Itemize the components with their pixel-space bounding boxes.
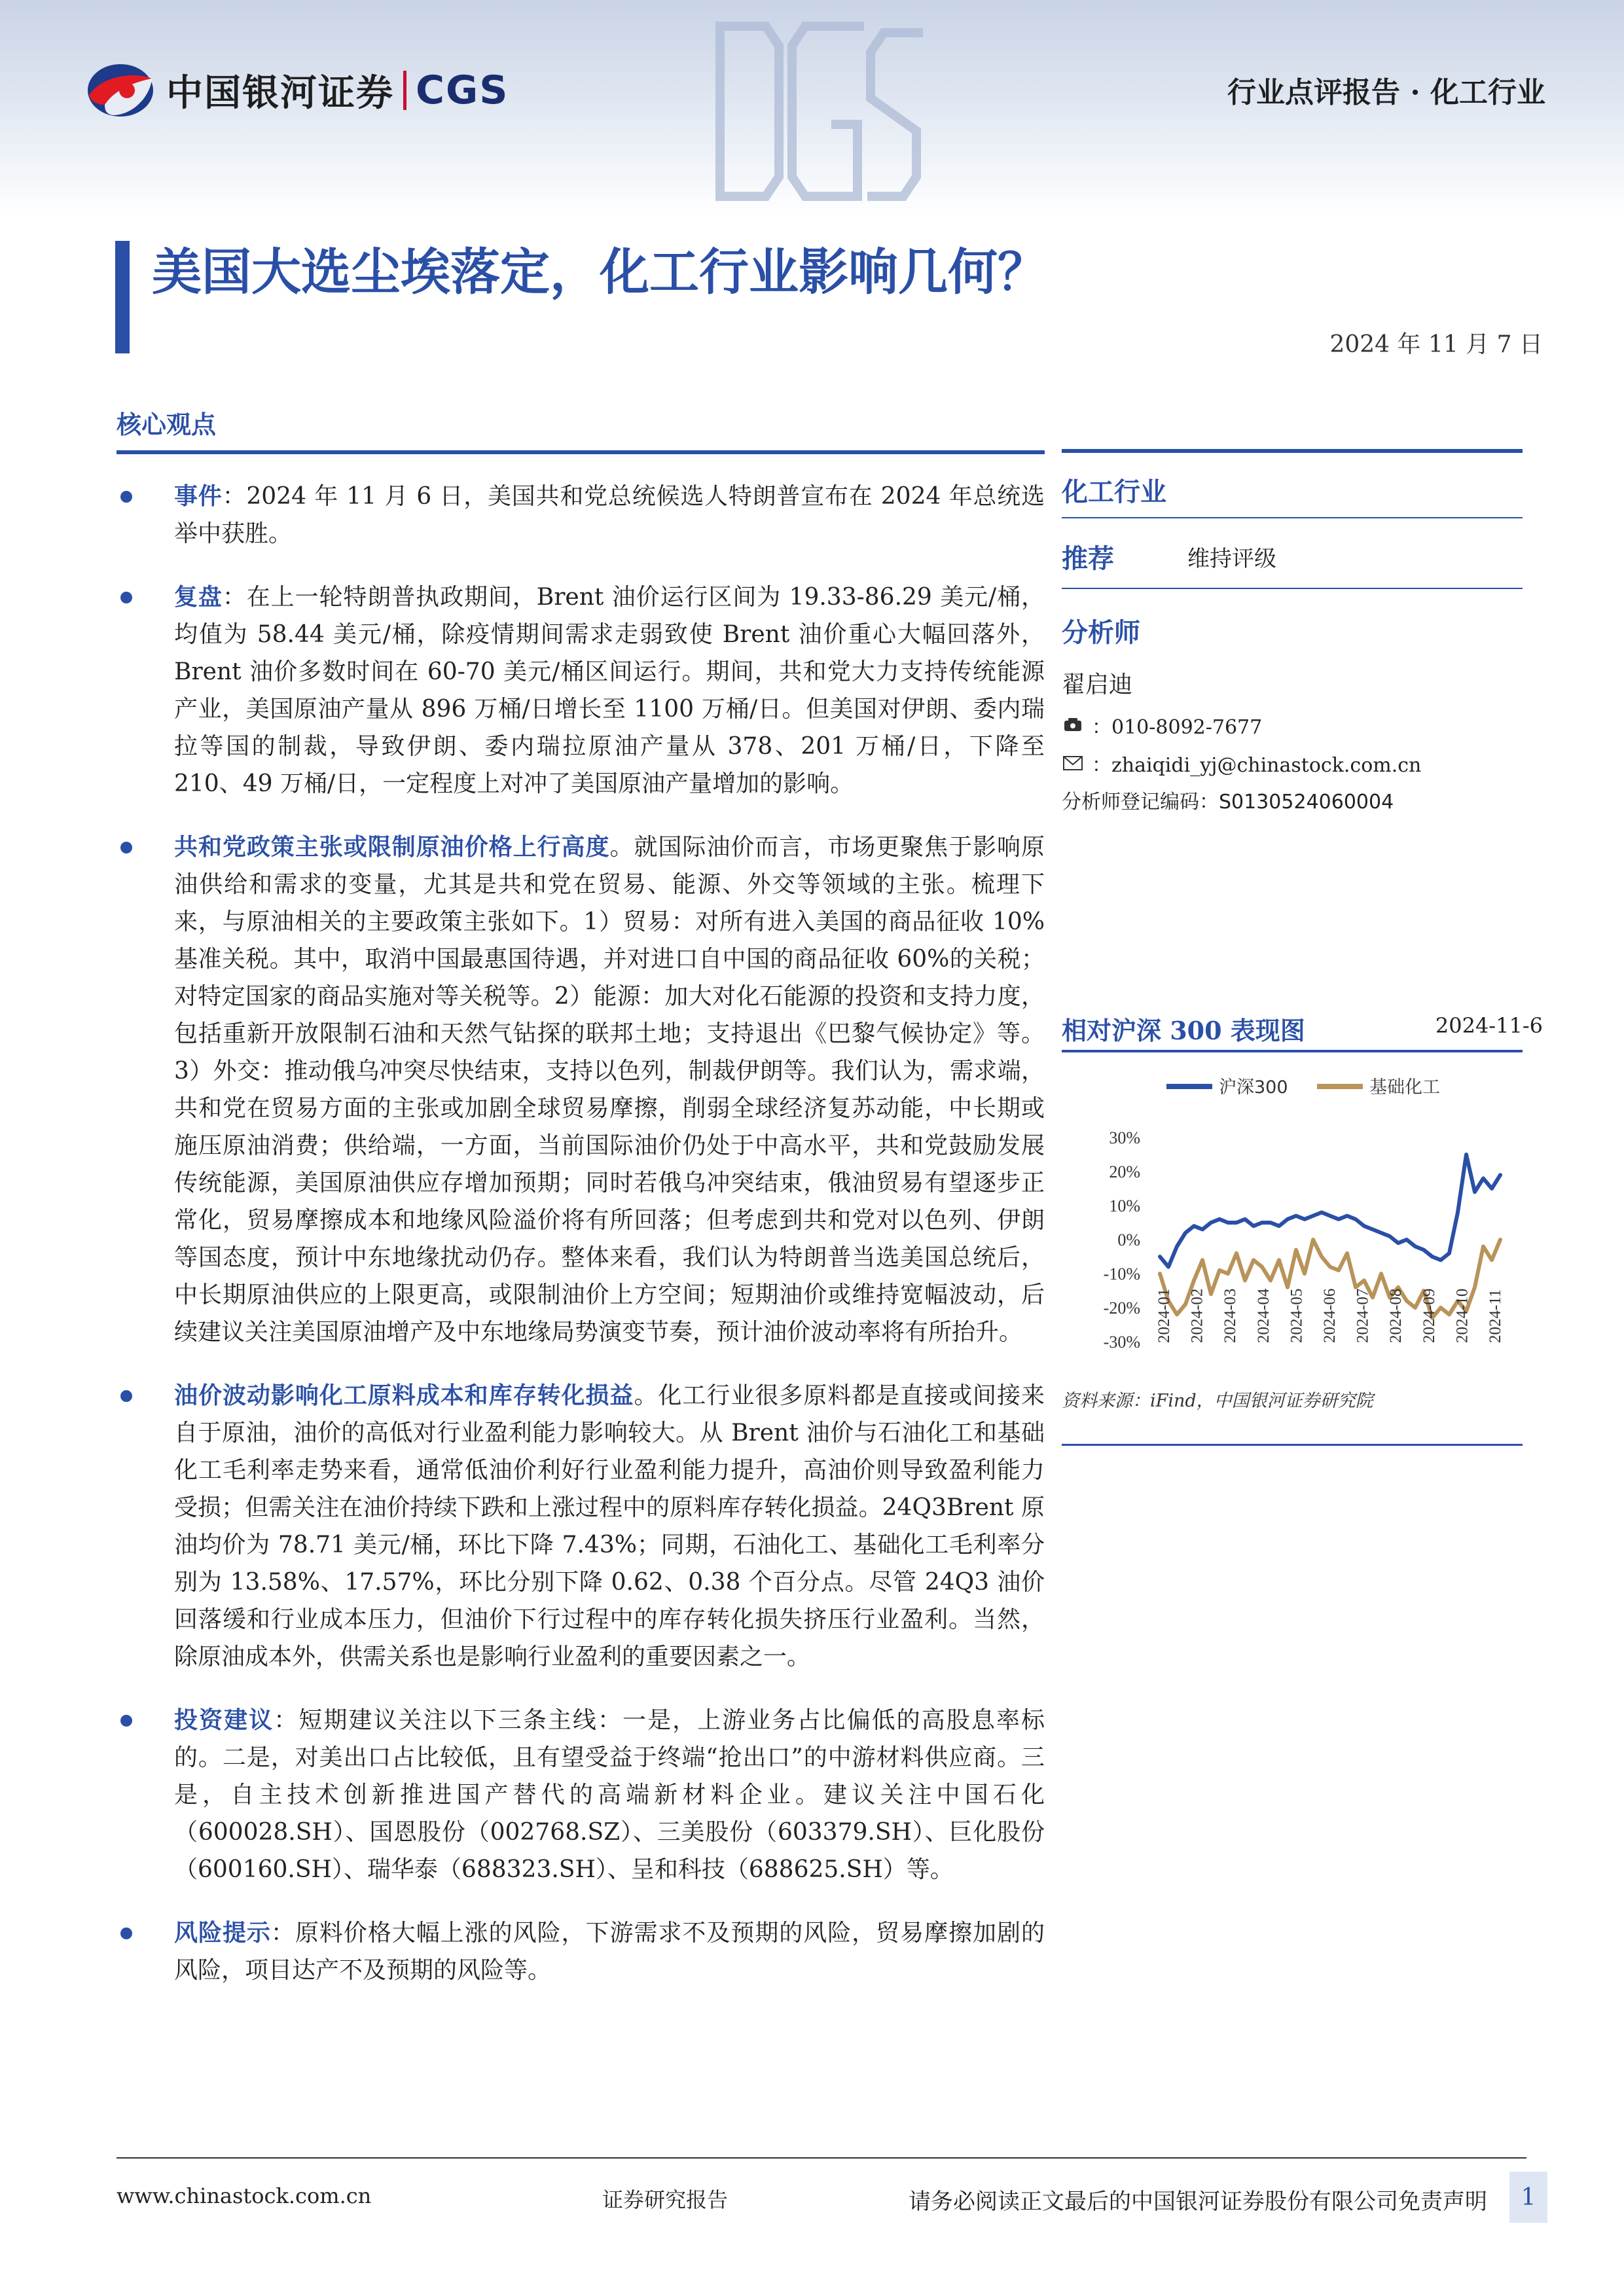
x-tick-label: 2024-04 xyxy=(1254,1288,1272,1343)
analyst-phone xyxy=(1062,711,1262,740)
logo-separator xyxy=(403,71,406,110)
main-content xyxy=(117,469,1045,2015)
x-tick-label: 2024-03 xyxy=(1221,1288,1240,1343)
chart-title: 相对沪深 300 表现图 xyxy=(1062,1016,1305,1045)
chart-rule xyxy=(1062,1050,1523,1052)
analyst-email[interactable] xyxy=(1062,749,1421,778)
legend-label: 沪深300 xyxy=(1219,1077,1288,1098)
bullet-event xyxy=(117,478,1045,552)
company-name-cn: 中国银河证券 xyxy=(166,72,394,115)
chart-date: 2024-11-6 xyxy=(1435,1013,1543,1038)
series-line xyxy=(1160,1155,1500,1267)
x-tick-label: 2024-05 xyxy=(1288,1288,1306,1343)
phone-number: ：010-8092-7677 xyxy=(1092,716,1263,739)
core-view-label: 核心观点 xyxy=(117,410,217,439)
y-tick-label: -10% xyxy=(1103,1265,1140,1283)
rating-label: 推荐 xyxy=(1062,543,1114,574)
y-tick-label: -20% xyxy=(1103,1299,1140,1318)
y-tick-label: 20% xyxy=(1109,1162,1140,1181)
bullet-text: ：原料价格大幅上涨的风险，下游需求不及预期的风险，贸易摩擦加剧的风险，项目达产不及预期的风险等。 xyxy=(174,1920,1045,1984)
bullet-investment xyxy=(117,1702,1045,1888)
bullet-dot-icon xyxy=(120,1715,132,1727)
sidebar-top-rule xyxy=(1062,449,1523,453)
x-tick-label: 2024-11 xyxy=(1487,1289,1504,1343)
bullet-text: ：短期建议关注以下三条主线：一是，上游业务占比偏低的高股息率标的。二是，对美出口占比较低，且有望受益于终端“抢出口”的中游材料供应商。三是，自主技术创新推进国产替代的高端新材料企业。建议关注中国石化（600028.SH）、国恩股份（002768.SZ）、三美股份（603379.SH）、巨化股份（600160.SH）、瑞华泰（688323.SH）、呈和科技（688625.SH）等。 xyxy=(174,1707,1045,1883)
rating-value: 维持评级 xyxy=(1187,546,1276,572)
bullet-review xyxy=(117,579,1045,802)
x-tick-label: 2024-01 xyxy=(1155,1288,1173,1343)
footer-website[interactable]: www.chinastock.com.cn xyxy=(117,2183,372,2208)
x-tick-label: 2024-10 xyxy=(1453,1288,1471,1343)
bullet-text: 。就国际油价而言，市场更聚焦于影响原油供给和需求的变量，尤其是共和党在贸易、能源、外交等领域的主张。梳理下来，与原油相关的主要政策主张如下。1）贸易：对所有进入美国的商品征收 10%基准关税。其中，取消中国最惠国待遇，并对进口自中国的商品征收 60%的关税；对特定国家的商品实施对等关税等。2）能源：加大对化石能源的投资和支持力度，包括重新开放限制石油和天然气钻探的联邦土地；支持退出《巴黎气候协定》等。3）外交：推动俄乌冲突尽快结束，支持以色列，制裁伊朗等。我们认为，需求端，共和党在贸易方面的主张或加剧全球贸易摩擦，削弱全球经济复苏动能，中长期或施压原油消费；供给端，一方面，当前国际油价仍处于中高水平，共和党鼓励发展传统能源，美国原油供应存增加预期；同时若俄乌冲突结束，俄油贸易有望逐步正常化，贸易摩擦成本和地缘风险溢价将有所回落；但考虑到共和党对以色列、伊朗等国态度，预计中东地缘扰动仍存。整体来看，我们认为特朗普当选美国总统后，中长期原油供应的上限更高，或限制油价上方空间；短期油价或维持宽幅波动，后续建议关注美国原油增产及中东地缘局势演变节奏，预计油价波动率将有所抬升。 xyxy=(174,834,1045,1346)
bullet-lead: 投资建议 xyxy=(174,1706,274,1734)
email-address: ：zhaiqidi_yj@chinastock.com.cn xyxy=(1092,754,1422,777)
report-title: 美国大选尘埃落定，化工行业影响几何？ xyxy=(152,243,1047,301)
bullet-dot-icon xyxy=(120,842,132,853)
chart-source: 资料来源：iFind，中国银河证券研究院 xyxy=(1062,1391,1373,1411)
x-tick-label: 2024-08 xyxy=(1387,1288,1405,1343)
report-date: 2024 年 11 月 7 日 xyxy=(1329,331,1543,358)
title-accent-bar xyxy=(115,241,130,353)
footer-rule xyxy=(117,2157,1526,2159)
bullet-risk xyxy=(117,1914,1045,1989)
bullet-text: ：在上一轮特朗普执政期间，Brent 油价运行区间为 19.33-86.29 美元/桶，均值为 58.44 美元/桶，除疫情期间需求走弱致使 Brent 油价重心大幅回落外，Brent 油价多数时间在 60-70 美元/桶区间运行。期间，共和党大力支持传统能源产业，美国原油产量从 896 万桶/日增长至 1100 万桶/日。但美国对伊朗、委内瑞拉等国的制裁，导致伊朗、委内瑞拉原油产量从 378、201 万桶/日，下降至 210、49 万桶/日，一定程度上对冲了美国原油产量增加的影响。 xyxy=(174,584,1045,797)
bullet-lead: 复盘 xyxy=(174,583,223,611)
bullet-lead: 油价波动影响化工原料成本和库存转化损益 xyxy=(174,1382,634,1409)
sidebar-rule xyxy=(1062,517,1523,518)
sidebar-rule xyxy=(1062,588,1523,589)
page-number: 1 xyxy=(1509,2172,1547,2223)
legend-label: 基础化工 xyxy=(1369,1077,1440,1098)
x-tick-label: 2024-02 xyxy=(1188,1288,1206,1343)
bullet-oil-impact xyxy=(117,1377,1045,1676)
sidebar-industry: 化工行业 xyxy=(1062,476,1166,507)
bullet-text: ：2024 年 11 月 6 日，美国共和党总统候选人特朗普宣布在 2024 年总统选举中获胜。 xyxy=(174,483,1045,547)
relative-performance-chart xyxy=(1062,1060,1523,1348)
bullet-policy xyxy=(117,829,1045,1351)
phone-icon xyxy=(1062,715,1087,735)
cgs-watermark xyxy=(707,13,929,209)
y-tick-label: -30% xyxy=(1103,1333,1140,1348)
footer-disclaimer: 请务必阅读正文最后的中国银河证券股份有限公司免责声明 xyxy=(909,2189,1487,2215)
company-logo xyxy=(86,59,509,122)
bullet-dot-icon xyxy=(120,592,132,603)
bullet-lead: 风险提示 xyxy=(174,1919,271,1946)
x-tick-label: 2024-07 xyxy=(1354,1288,1372,1343)
y-tick-label: 0% xyxy=(1117,1230,1140,1249)
bullet-lead: 事件 xyxy=(174,482,223,510)
footer-doc-type: 证券研究报告 xyxy=(602,2187,729,2212)
analyst-registration: 分析师登记编码：S0130524060004 xyxy=(1062,791,1394,814)
bullet-dot-icon xyxy=(120,1928,132,1939)
analyst-name: 翟启迪 xyxy=(1062,672,1133,698)
report-type: 行业点评报告 · 化工行业 xyxy=(1227,76,1545,109)
x-tick-label: 2024-09 xyxy=(1420,1288,1438,1343)
y-tick-label: 30% xyxy=(1109,1128,1140,1147)
company-name-en: CGS xyxy=(416,67,509,113)
bullet-dot-icon xyxy=(120,1390,132,1402)
bullet-lead: 共和党政策主张或限制原油价格上行高度 xyxy=(174,833,610,861)
core-view-rule xyxy=(117,450,1045,454)
analyst-label: 分析师 xyxy=(1062,617,1140,648)
bullet-text: 。化工行业很多原料都是直接或间接来自于原油，油价的高低对行业盈利能力影响较大。从 Brent 油价与石油化工和基础化工毛利率走势来看，通常低油价利好行业盈利能力提升，高油价则导致盈利能力受损；但需关注在油价持续下跌和上涨过程中的原料库存转化损益。24Q3Brent 原油均价为 78.71 美元/桶，环比下降 7.43%；同期，石油化工、基础化工毛利率分别为 13.58%、17.57%，环比分别下降 0.62、0.38 个百分点。尽管 24Q3 油价回落缓和行业成本压力，但油价下行过程中的库存转化损失挤压行业盈利。当然，除原油成本外，供需关系也是影响行业盈利的重要因素之一。 xyxy=(174,1382,1045,1670)
galaxy-logo-icon xyxy=(86,59,154,122)
x-tick-label: 2024-06 xyxy=(1321,1288,1339,1343)
y-tick-label: 10% xyxy=(1109,1196,1140,1215)
mail-icon xyxy=(1062,753,1087,773)
bullet-dot-icon xyxy=(120,491,132,503)
source-rule xyxy=(1062,1444,1523,1446)
